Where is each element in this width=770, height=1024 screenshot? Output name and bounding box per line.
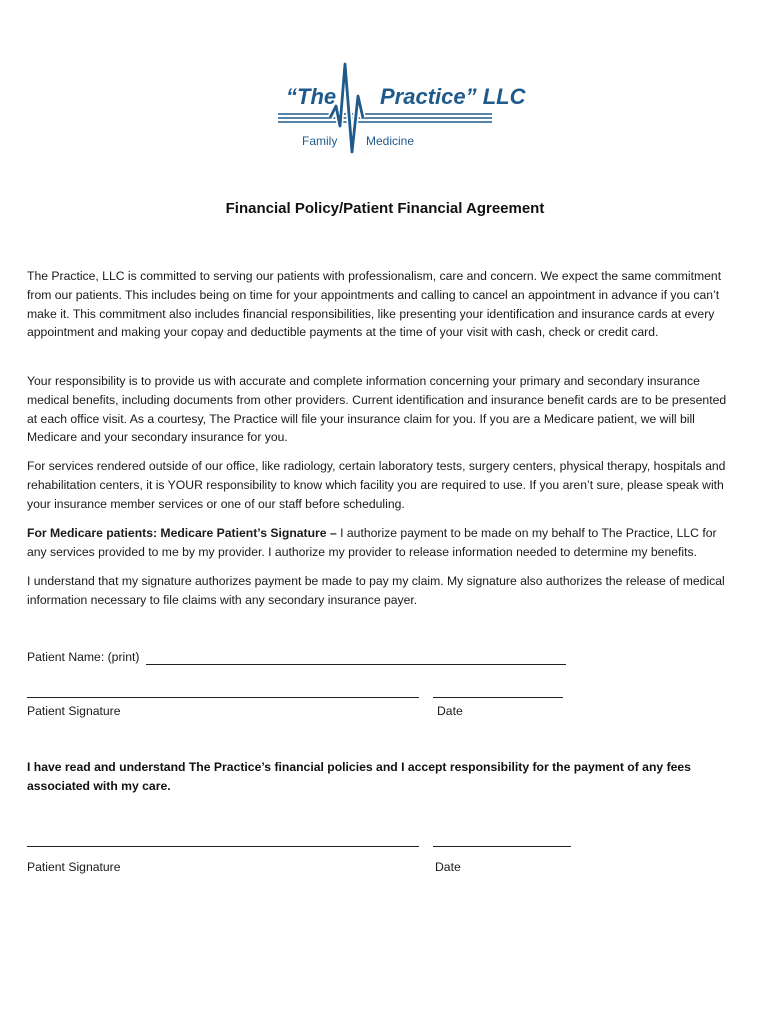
- logo-sub-right: Medicine: [366, 134, 415, 148]
- patient-signature-label: Patient Signature: [27, 704, 121, 718]
- acknowledgement-statement: I have read and understand The Practice’s financial policies and I accept responsibility for the payment of any fees associated with my care.: [27, 760, 691, 793]
- paragraph-outside-services: For services rendered outside of our office, like radiology, certain laboratory tests, surgery centers, physical therapy, hospitals and rehabilitation centers, it is YOUR responsibility to know which facility you are required to use. If you aren’t sure, please speak with your insurance member services or one of our staff before scheduling.: [27, 459, 726, 511]
- patient-name-label: Patient Name: (print): [27, 650, 140, 664]
- date-label: Date: [437, 704, 463, 718]
- logo-sub-left: Family: [302, 134, 338, 148]
- paragraph-responsibility: Your responsibility is to provide us with accurate and complete information concerning your primary and secondary insurance medical benefits, including documents from other providers. Current identification and insurance benefit cards are to be presented at each office visit. As a courtesy, The Practice will file your insurance claim for you. If you are a Medicare patient, we will bill Medicare and your secondary insurance for you.: [27, 374, 727, 445]
- date-line[interactable]: [433, 697, 563, 698]
- paragraph-authorization: I understand that my signature authorizes payment be made to pay my claim. My signature also authorizes the release of medical information necessary to file claims with any secondary insurance payer.: [27, 574, 725, 607]
- paragraph-commitment: The Practice, LLC is committed to serving our patients with professionalism, care and concern. We expect the same commitment from our patients. This includes being on time for your appointments and calling to cancel an appointment in advance if you can’t make it. This commitment also includes financial responsibilities, like presenting your identification and insurance cards at every appointment and making your copay and deductible payments at the time of your visit with cash, check or credit card.: [27, 269, 722, 340]
- logo-text-left: “The: [286, 84, 337, 109]
- practice-logo: [268, 56, 526, 160]
- medicare-text: I authorize payment to be made on my behalf to The Practice, LLC for any services provided to me by my provider. I authorize my provider to release information needed to determine my benefits.: [27, 526, 717, 559]
- date-line-2[interactable]: [433, 846, 571, 847]
- document-title: Financial Policy/Patient Financial Agreement: [225, 200, 545, 217]
- date-label-2: Date: [435, 860, 461, 874]
- logo-text-right: Practice” LLC: [380, 84, 526, 109]
- patient-signature-line-2[interactable]: [27, 846, 419, 847]
- patient-signature-label-2: Patient Signature: [27, 860, 121, 874]
- patient-name-line[interactable]: [146, 664, 566, 665]
- patient-signature-line[interactable]: [27, 697, 419, 698]
- paragraph-medicare: [27, 524, 739, 562]
- medicare-heading: For Medicare patients: Medicare Patient’s Signature –: [27, 526, 337, 540]
